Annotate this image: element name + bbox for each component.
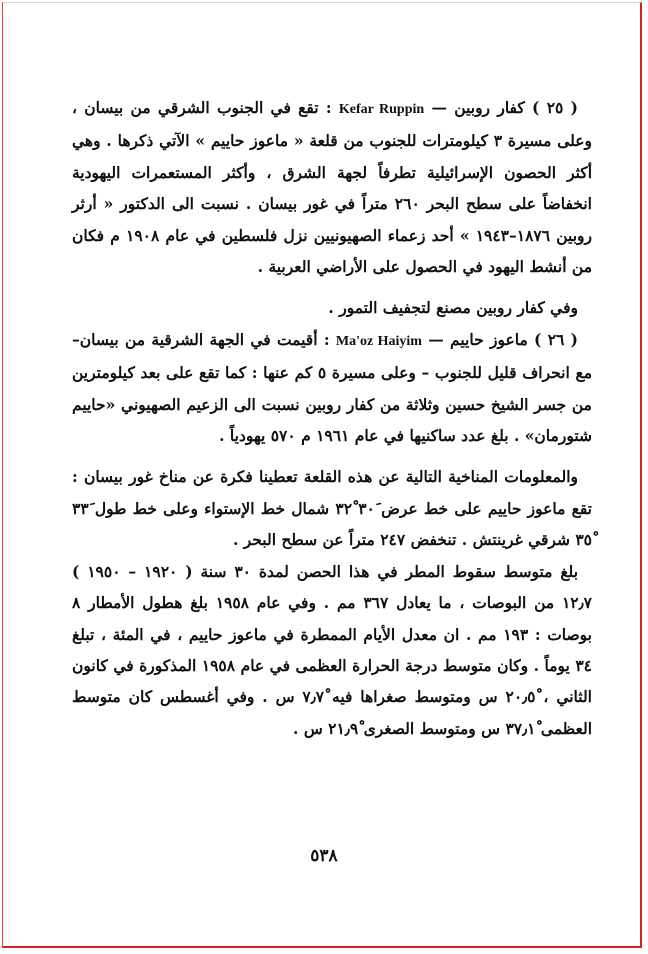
entry-25-heading-tail: : تقع في الجنوب الشرقي <box>157 98 332 117</box>
page-number: ٥٣٨ <box>310 846 338 866</box>
entry-26-latin-name: Ma'oz Haiyim <box>335 333 422 349</box>
climate-paragraph: والمعلومات المناخية التالية عن هذه القلعة تعطينا فكرة عن مناخ غور بيسان : تقع ماعوز حاييم على خط عرض ٣٠َ ٣٢ْ شمال خط الإستواء وعلى خط طول ٣٣َ ٣٥ْ شرقي غرينتش . تنخفض ٢٤٧ متراً عن سطح البحر . <box>72 467 592 550</box>
entry-25-body: من بيسان ، وعلى مسيرة ٣ كيلومترات للجنوب من قلعة « ماعوز حاييم » الآتي ذكرها . وهي أكثر الحصون الإسرائيلية تطرفاً لجهة الشرق ، وأكثر المستعمرات اليهودية انخفاضاً على سطح البحر ٢٦٠ متراً في غور بيسان . نسبت الى الدكتور « أرثر روبين ١٨٧٦–١٩٤٣ » أحد زعماء الصهيونيين نزل فلسطين في عام ١٩٠٨ م فكان من أنشط اليهود في الحصول على الأراضي العربية . <box>72 98 592 277</box>
entry-25-note: وفي كفار روبين مصنع لتجفيف التمور . <box>328 298 578 318</box>
entry-25-latin-name: Kefar Ruppin <box>338 102 425 117</box>
entry-26-heading: ( ٢٦ ) ماعوز حاييم — <box>428 329 579 349</box>
entry-26-heading-tail: : أقيمت في الجهة الشرقية <box>151 329 330 349</box>
entry-25-heading: ( ٢٥ ) كفار روبين — <box>431 98 578 117</box>
entry-25 <box>72 92 592 282</box>
rainfall-paragraph: بلغ متوسط سقوط المطر في هذا الحصن لمدة ٣٠ سنة ( ١٩٢٠ – ١٩٥٠ ) ١٢٫٧ من البوصات ، ما يعادل ٣٦٧ مم . وفي عام ١٩٥٨ بلغ هطول الأمطار ٨ بوصات : ١٩٣ مم . ان معدل الأيام الممطرة في ماعوز حاييم ، في المئة ، تبلغ ٣٤ يوماً . وكان متوسط درجة الحرارة العظمى في عام ١٩٥٨ المذكورة في كانون الثاني ، ٢٠٫٥ْ س ومتوسط صغراها فيه ٧٫٧ْ س . وفي أغسطس كان متوسط العظمى ٣٧٫١ْ س ومتوسط الصغرى ٢١٫٩ْ س . <box>72 561 593 738</box>
page-body <box>72 92 592 744</box>
entry-26 <box>72 324 592 452</box>
entry-26-body: من بيسان– مع انحراف قليل للجنوب – وعلى مسيرة ٥ كم عنها : كما تقع على بعد كيلومترين من جسر الشيخ حسين وثلاثة من كفار روبين نسبت الى الزعيم الصهيوني «حاييم شتورمان» . بلغ عدد ساكنيها في عام ١٩٦١ م ٥٧٠ يهودياً . <box>72 329 592 446</box>
